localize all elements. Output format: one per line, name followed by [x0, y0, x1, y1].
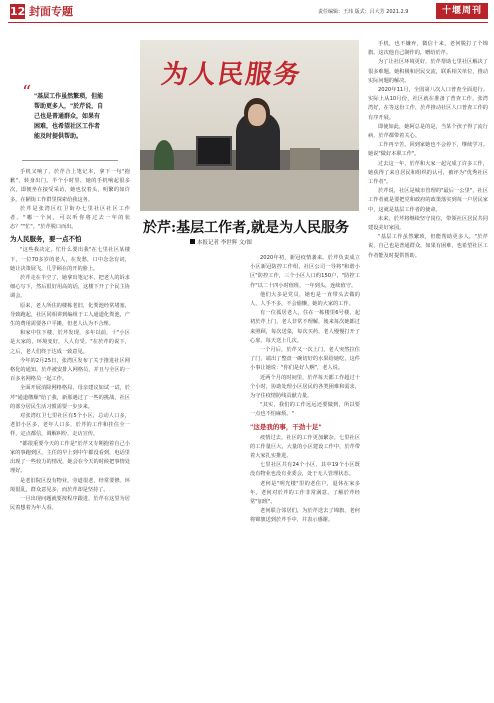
- pull-quote-text: "基层工作虽然繁琐，但能帮助更多人，"於芹说，自己也是普通群众，如果有困难，也希望社区工作者能及时提供帮助。: [34, 93, 104, 140]
- paragraph: 对张湾红卫七里社区有5个小区，总动人口多，老旧小区多，老年人口多，於芹的工作和挂住全一样，定点都信，调解纠纷，走访宣传。: [10, 413, 130, 438]
- column-right: [368, 40, 488, 698]
- paragraph: 於芹走在半空了，她拿出笔记本，把老人的诉求细心写下，然后很好用高的话，这楼下开了个民主协调会。: [10, 275, 130, 300]
- byline-text: 本报记者 李世辉 文/图: [197, 240, 252, 246]
- column-middle: [250, 254, 360, 698]
- pull-quote: [34, 92, 104, 142]
- page-number: 12: [10, 5, 26, 18]
- paragraph: 疫情过去，社区的工作更加繁杂。七里社区的工作量巨大，大量的小区建设工作中，於芹带着大家扎实推进。: [250, 434, 360, 460]
- paragraph: 老何是"明光楼"里的老住户，退休在家多年。老何对於芹的工作非常满意，了解於芹经常"加班"。: [250, 480, 360, 506]
- paragraph: 今年的2月25日，张湾区发布了关于推进社区网格化的通知，於芹被安排入网格员，并且与全区的一百多名网格员一起工作。: [10, 357, 130, 383]
- paragraph: 老何联合邻居们，为於芹送去了锦旗，老何将锦旗送到於芹手中，并表示感谢。: [250, 508, 360, 524]
- paragraph: 於芹说，社区是城市管理的"最后一公里"，社区工作者就是要把党和政府的政策落实到每一户居民家中，这就是基层工作者的使命。: [368, 188, 488, 213]
- article-photo: [140, 40, 359, 211]
- byline-marker-icon: [190, 239, 195, 244]
- section-title: 封面专题: [29, 5, 73, 18]
- article-byline: [190, 238, 252, 246]
- paragraph: 於芹是张湾区红卫街办七里社区社区工作者。"哪一个问，可以听你将过去一年的状态？""忙"。"於芹脱口而出。: [10, 205, 130, 231]
- column-left: [10, 168, 130, 698]
- paragraph: 有一位孤居老人，住在一栋楼里6号楼，起初於芹上门，老人非常不理解，後来每次她都过来照顾，每次送菜，每次买药，老人慢慢打开了心扉。每天送上几次。: [250, 310, 360, 344]
- brand-logo: 十堰周刊: [436, 3, 488, 19]
- paragraph: 手机，也不嫌弃，微信十来，老何脱打了个锦旗。这次他自己制作的，赠给於芹。: [368, 41, 488, 57]
- paragraph: 和家中住下楼，於芹发现，多年以前，十"小区是大家的，环境变好，人人有受。"在於芹的说下，之后，老人们终于达成一致意见。: [10, 330, 130, 355]
- paragraph: "基层工作虽然繁琐，但能帮助更多人，"於芹说，自己也是普通群众，如果有困难，也希望社区工作者能及时提供帮助。: [368, 234, 488, 259]
- quote-mark-icon: “: [22, 82, 32, 103]
- paragraph: 是老旧院区没有物业，旁道很老，经常要修。环境很乱，群众意见多，而於芹却是坚持了。: [10, 477, 130, 493]
- paragraph: 2020年初，新冠疫情袭来。於芹负责成立小区新冠防控工作组，社区公司一导将"和谐小区"防控工作，三个小区人口约150户，"防控工作"以二十四小时值班，一年到头，连续值守。: [250, 255, 360, 289]
- paragraph: 2020年11月，全国第八次人口普查全面进行。实际上从10月份，社区就在准备了普查工作。张湾湾好，在等这份工作，於芹推动社区人口普查工作的有序开展。: [368, 87, 488, 121]
- paragraph: 过去这一年，於芹和大家一起完成了许多工作，她获得了来自居民和组织的认可，被评为"优秀社区工作者"。: [368, 160, 488, 186]
- header-divider: [8, 22, 488, 23]
- page-header: [0, 0, 494, 24]
- subheading: 为人民服务，要一点不怕: [10, 235, 82, 244]
- paragraph: 全面开展消除网格格局，母亲建议如试一试，於芹"通道缴顺"给了我，新那遇过了一些的挑战，社区的部分居民生活习惯需要一步步来。: [10, 385, 130, 410]
- subheading: "这是我的事，干劲十足": [250, 422, 322, 431]
- paragraph: 一个月后，於芹又一次上门，老人突然拉住了门，端出了整盘一碗切好的水果给她吃，这件小事让她说："你们是好人啊"，老人说。: [250, 347, 360, 372]
- paragraph: 手机又响了，於芹合上笔记本，拿下一句"抱歉"，转身出门。半个小时里，她的手机响起很多次，即便坐在接受采访，她也仅着头，明繁的如许多。在陋街工作群里探索给我这务。: [10, 169, 130, 203]
- paragraph: 近两个月的时间里，於芹每天都工作超过十个小时，协助处理小区居民的各类困难和需求，为守住疫情防线贡献力量。: [250, 374, 360, 400]
- paragraph: 工作再辛苦，回到家她也不会停下，继续学习。她说"做好本职工作"。: [368, 142, 488, 158]
- paragraph: 即使如此，她阿总是的是，当某个孩子得了流行病，於芹都带着关心。: [368, 123, 488, 140]
- wall-sign: 为人民服务: [159, 60, 304, 90]
- paragraph: 七里社区共有24个小区，其中19个小区既没有物业也没有业委会，处于无人管理状态。: [250, 462, 360, 478]
- paragraph: 为了让社区环境更好，於芹帮助七里社区解决了很多难题。她积极和居民交流，联系相关单位，推动实际问题的解决。: [368, 59, 488, 84]
- paragraph: 未来，於芹将继续坚守岗位，带领社区居民共同建设美好家园。: [368, 215, 488, 232]
- quote-divider: [22, 160, 118, 161]
- paragraph: 一旦出现问题就要按程序跟进，於芹在这里为居民着想着为年人看。: [10, 495, 130, 512]
- paragraph: "这些我决定，忙什么要出我"在七里社区某楼下，一位70多岁的老人，在发愁，口中念念有词，她让决策展飞，几乎顾在的开的脸上。: [10, 247, 130, 272]
- article-title: 於芹:基层工作者,就是为人民服务: [143, 220, 350, 236]
- paragraph: "都很重要今天的工作是"於芹又专期抱着自己小家的事跑到区，主任的早上到中午都没看到，电话里出现了一些较力的情况，她会在今天的时候把事情处理好。: [10, 440, 130, 475]
- paragraph: 原来，老人所住的楼栋老旧，化粪池经常堵塞，导致跑起，社区同相讲到编组于工人通道化粪池，产生的费用需要各户平摊，但老人认为不合理。: [10, 302, 130, 328]
- paragraph: "其实，我们的工作远远还要做到，所以要一点也不怕麻烦。": [250, 402, 360, 418]
- editor-meta: 责任编辑：王玮 版式：吕大芳 2021.2.9: [318, 9, 409, 15]
- paragraph: 他们大多是党员，她也是一直带头去做的人，人手不多，不会偷懒，她的大家的工作。: [250, 291, 360, 308]
- computer-monitor: [196, 136, 232, 166]
